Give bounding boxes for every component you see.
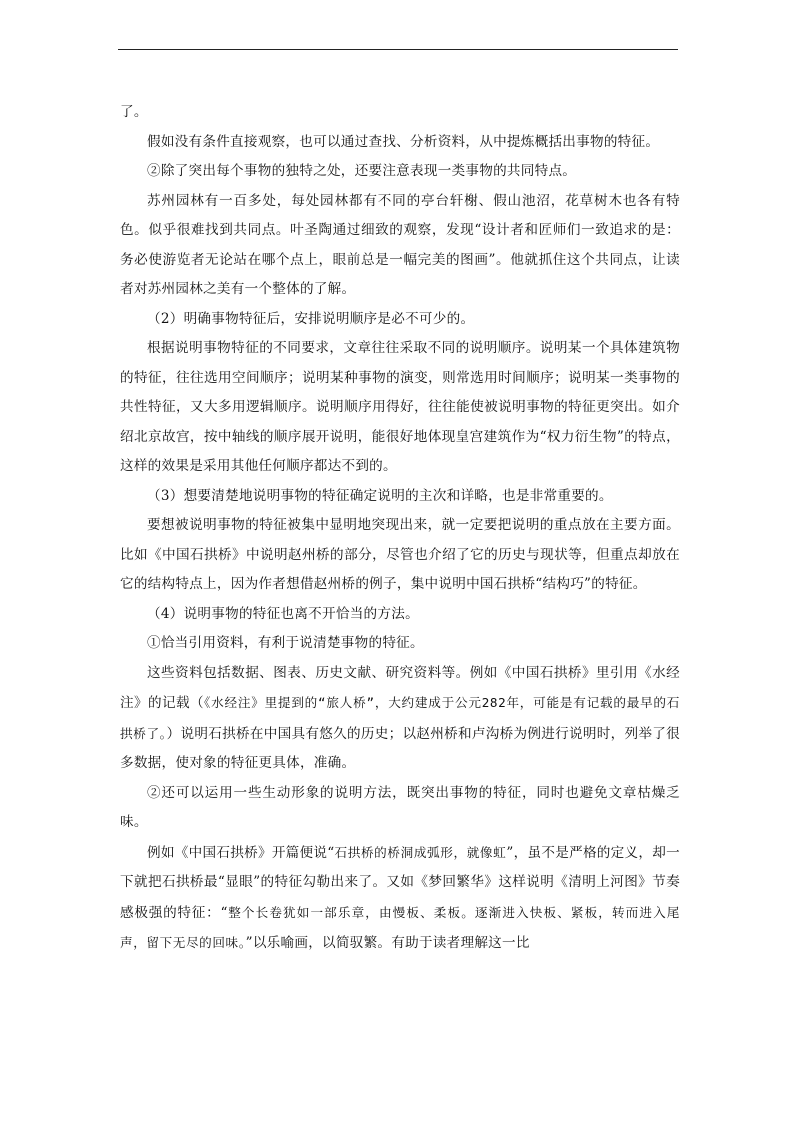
paragraph: 要想被说明事物的特征被集中显明地突现出来，就一定要把说明的重点放在主要方面。比如《中国石拱桥》中说明赵州桥的部分，尽管也介绍了它的历史与现状等，但重点却放在它的结构特点上，因为作者想借赵州桥的例子，集中说明中国石拱桥“结构巧”的特征。: [120, 517, 680, 592]
paragraph: [120, 838, 680, 959]
paragraph: 假如没有条件直接观察，也可以通过查找、分析资料，从中提炼概括出事物的特征。: [147, 133, 660, 150]
paragraph: 根据说明事物特征的不同要求，文章往往采取不同的说明顺序。说明某一个具体建筑物的特征，往往选用空间顺序；说明某种事物的演变，则常选用时间顺序；说明某一类事物的共性特征，又大多用逻辑顺序。说明顺序用得好，往往能使被说明事物的特征更突出。如介绍北京故宫，按中轴线的顺序展开说明，能很好地体现皇宫建筑作为“权力衍生物”的特点，这样的效果是采用其他任何顺序都达不到的。: [120, 340, 680, 474]
paragraph: ②还可以运用一些生动形象的说明方法，既突出事物的特征，同时也避免文章枯燥乏味。: [120, 784, 680, 830]
paragraph-text: ）说明石拱桥在中国具有悠久的历史；以赵州桥和卢沟桥为例进行说明时，列举了很多数据，使对象的特征更具体，准确。: [120, 725, 680, 771]
paragraph-text: 例如《中国石拱桥》开篇便说“: [147, 844, 335, 861]
paragraph: 苏州园林有一百多处，每处园林都有不同的亭台轩榭、假山池沼，花草树木也各有特色。似乎很难找到共同点。叶圣陶通过细致的观察，发现“设计者和匠师们一致追求的是：务必使游览者无论站在哪个点上，眼前总是一幅完美的图画”。他就抓住这个共同点，让读者对苏州园林之美有一个整体的了解。: [120, 192, 680, 297]
document-body: [120, 98, 680, 959]
paragraph-text: ”，虽不是严格的定义，却一下就把石拱桥最“显眼”的特征勾勒出来了。又如《梦回繁华》这样说明《清明上河图》节奏感极强的特征：“: [120, 844, 680, 921]
section-heading: （2）明确事物特征后，安排说明顺序是必不可少的。: [147, 310, 475, 327]
section-heading: （4）说明事物的特征也离不开恰当的方法。: [147, 605, 419, 622]
paragraph-text: ”以乐喻画，以简驭繁。有助于读者理解这一比: [245, 935, 530, 951]
quoted-text: 《水经注》里提到的“旅人桥”，大约建成于公元282年，可能是有记载的最早的石拱桥了。: [120, 695, 680, 741]
paragraph: ①恰当引用资料，有利于说清楚事物的特征。: [147, 635, 424, 651]
quoted-text: 整个长卷犹如一部乐章，由慢板、柔板。逐渐进入快板、紧板，转而进入尾声，留下无尽的回味。: [120, 904, 680, 950]
paragraph-text: 这些资料包括数据、图表、历史文献、研究资料等。例如《中国石拱桥》里引用《水经注》的记载（: [120, 664, 680, 711]
quoted-text: 石拱桥的桥洞成弧形，就像虹: [334, 844, 507, 860]
paragraph: ②除了突出每个事物的独特之处，还要注意表现一类事物的共同特点。: [147, 163, 577, 179]
header-rule: [118, 49, 678, 50]
paragraph: 了。: [120, 104, 148, 120]
section-heading: （3）想要清楚地说明事物的特征确定说明的主次和详略，也是非常重要的。: [147, 487, 613, 504]
paragraph: [120, 659, 680, 779]
